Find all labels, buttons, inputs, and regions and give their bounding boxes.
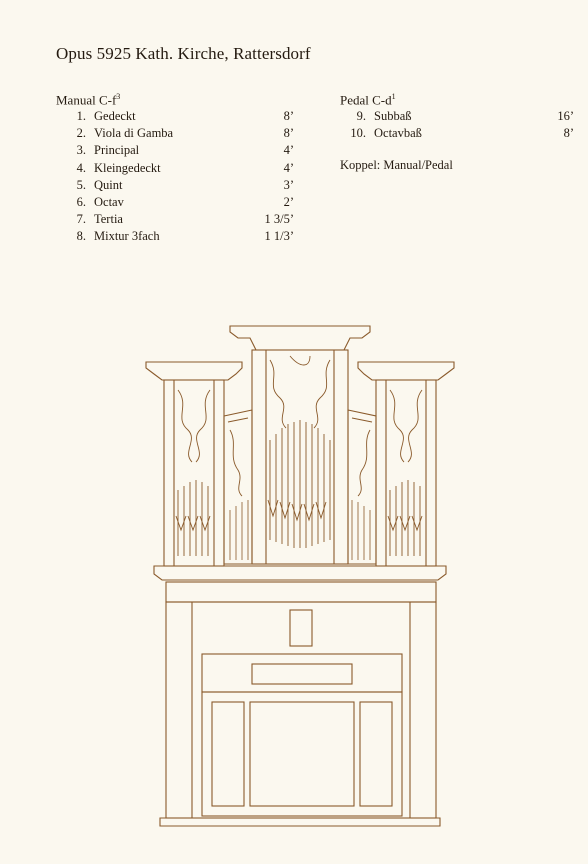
pedal-heading-superscript: 1 [391,92,396,101]
stop-row [58,160,294,177]
stop-number: 2. [76,126,86,141]
stop-name: Gedeckt [94,109,136,123]
stop-pitch: 16’ [557,109,574,123]
coupler-text: Koppel: Manual/Pedal [340,158,453,172]
stop-pitch: 3’ [283,177,294,192]
stop-name: Tertia [94,212,123,227]
stop-row [58,142,294,159]
pedal-heading-text: Pedal C-d [340,92,392,108]
pedal-stop-list [338,108,574,142]
manual-heading [56,92,120,108]
stop-number: 1. [76,109,86,123]
manual-stop-list [58,108,294,246]
stop-name: Octav [94,195,124,210]
stop-name: Subbaß [374,109,412,123]
stop-number: 8. [76,229,86,244]
stop-row [338,108,574,125]
stop-number: 10. [350,126,366,141]
stop-name: Principal [94,143,140,158]
stop-name: Quint [94,177,123,192]
stop-number: 6. [76,195,86,210]
stop-row [338,125,574,142]
stop-pitch: 4’ [283,160,294,175]
stop-number: 7. [76,212,86,227]
stop-row [58,228,294,245]
stop-number: 4. [76,160,86,175]
stop-row [58,194,294,211]
manual-heading-text: Manual C-f [56,92,117,108]
page-title: Opus 5925 Kath. Kirche, Rattersdorf [56,44,311,63]
manual-heading-superscript: 3 [116,92,121,101]
stop-name: Mixtur 3fach [94,229,160,244]
stop-number: 5. [76,177,86,192]
stop-row [58,108,294,125]
stop-row [58,125,294,142]
stop-pitch: 8’ [283,109,294,123]
stop-name: Octavbaß [374,126,422,141]
stop-pitch: 4’ [283,143,294,158]
stop-name: Kleingedeckt [94,160,161,175]
stop-pitch: 1 3/5’ [264,212,294,227]
stop-pitch: 1 1/3’ [264,229,294,244]
stop-name: Viola di Gamba [94,126,174,141]
stop-number: 3. [76,143,86,158]
stop-pitch: 8’ [563,126,574,141]
stop-pitch: 8’ [283,126,294,141]
stop-number: 9. [356,109,366,123]
stop-pitch: 2’ [283,195,294,210]
stop-row [58,177,294,194]
organ-case-drawing [140,320,460,830]
stop-row [58,211,294,228]
pedal-heading [340,92,396,108]
